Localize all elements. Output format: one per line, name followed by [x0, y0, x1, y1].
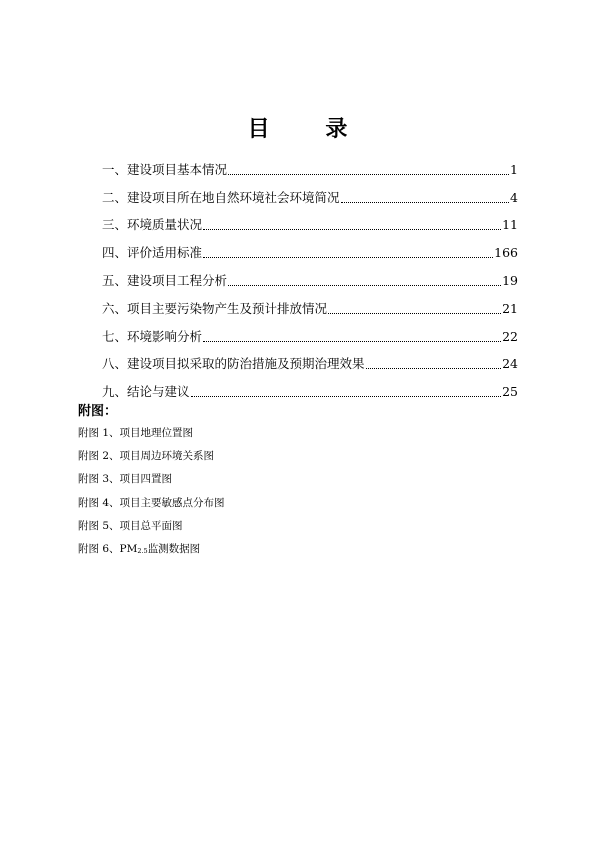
toc-entry-page: 24	[502, 356, 518, 372]
toc-entry-label: 五、建设项目工程分析	[102, 272, 228, 288]
toc-leader-dots	[366, 368, 502, 369]
appendix-item-prefix: 附图 6、PM	[78, 542, 138, 555]
toc-entry[interactable]	[102, 345, 518, 373]
toc-entry-label: 四、评价适用标准	[102, 245, 203, 261]
toc-entry[interactable]	[102, 150, 518, 178]
toc-entry-page: 1	[510, 161, 518, 177]
toc-leader-dots	[228, 285, 501, 286]
toc-entry-label: 七、环境影响分析	[102, 328, 203, 344]
appendix-item: 附图 2、项目周边环境关系图	[78, 450, 215, 463]
toc-entry-page: 166	[494, 245, 518, 261]
table-of-contents	[102, 150, 518, 400]
toc-entry-page: 11	[502, 217, 518, 233]
appendix-item: 附图 1、项目地理位置图	[78, 427, 194, 439]
toc-entry-page: 19	[502, 272, 518, 288]
toc-entry-label: 九、结论与建议	[102, 384, 190, 400]
toc-leader-dots	[203, 341, 501, 342]
toc-entry[interactable]	[102, 206, 518, 234]
toc-entry-page: 25	[502, 384, 518, 400]
toc-entry-label: 三、环境质量状况	[102, 217, 203, 233]
toc-entry[interactable]	[102, 233, 518, 261]
toc-leader-dots	[341, 202, 510, 203]
toc-entry[interactable]	[102, 289, 518, 317]
appendix-item: 附图 4、项目主要敏感点分布图	[78, 496, 225, 509]
toc-leader-dots	[203, 229, 501, 230]
toc-entry-label: 八、建设项目拟采取的防治措施及预期治理效果	[102, 356, 365, 372]
toc-entry[interactable]	[102, 178, 518, 206]
toc-entry-label: 二、建设项目所在地自然环境社会环境简况	[102, 189, 340, 205]
toc-leader-dots	[191, 396, 502, 397]
toc-leader-dots	[328, 313, 501, 314]
page-title: 目 录	[247, 116, 372, 142]
appendix-item: 附图 5、项目总平面图	[78, 519, 183, 532]
toc-entry-page: 21	[502, 300, 518, 316]
appendix-list	[78, 426, 225, 565]
toc-entry-page: 4	[510, 189, 518, 205]
toc-leader-dots	[203, 257, 493, 258]
toc-entry[interactable]	[102, 372, 518, 400]
toc-entry[interactable]	[102, 261, 518, 289]
appendix-heading: 附图：	[78, 404, 118, 419]
toc-entry-label: 六、项目主要污染物产生及预计排放情况	[102, 300, 328, 316]
toc-leader-dots	[228, 174, 509, 175]
toc-entry[interactable]	[102, 317, 518, 345]
appendix-item-subscript: 2.5	[137, 546, 148, 555]
toc-entry-page: 22	[502, 328, 518, 344]
toc-entry-label: 一、建设项目基本情况	[102, 161, 228, 177]
appendix-item-suffix: 监测数据图	[147, 542, 201, 555]
appendix-item-pm25	[78, 542, 225, 565]
appendix-item: 附图 3、项目四置图	[78, 473, 173, 486]
